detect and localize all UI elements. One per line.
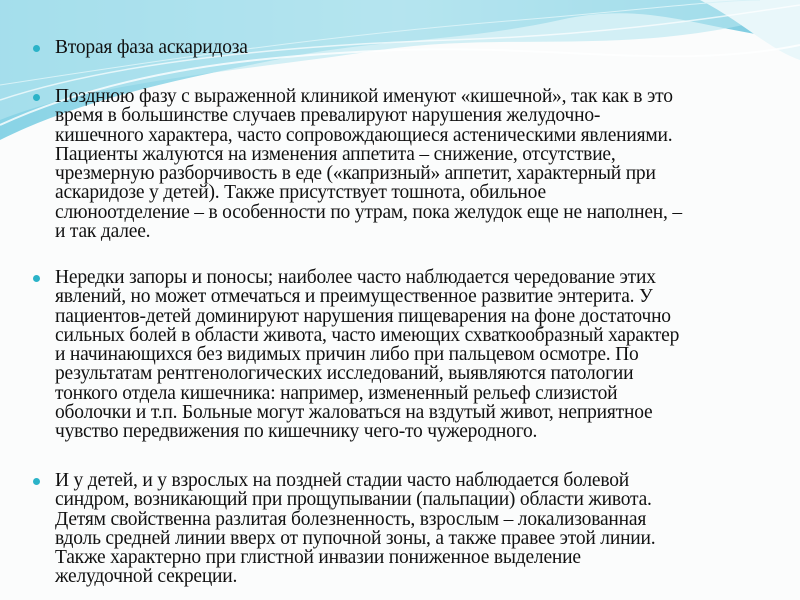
bullet-text-line: и начинающихся без видимых причин либо при пальцевом осмотре. По	[55, 344, 639, 366]
bullet-text-line: оболочки и т.п. Больные могут жаловаться на вздутый живот, неприятное	[55, 402, 653, 424]
bullet-item	[55, 471, 655, 587]
bullet-text-line: и так далее.	[55, 221, 151, 243]
bullet-text-line: Также характерно при глистной инвазии пониженное выделение	[55, 547, 581, 569]
bullet-text-line: Вторая фаза аскаридоза	[55, 37, 248, 58]
bullet-text-line: Позднюю фазу с выраженной клиникой именуют «кишечной», так как в это	[55, 86, 673, 107]
bullet-text-line: явлений, но может отмечаться и преимущественное развитие энтерита. У	[55, 286, 653, 308]
bullet-item	[55, 87, 682, 241]
bullet-text-line: кишечного характера, часто сопровождающиеся астеническими явлениями.	[55, 124, 673, 146]
bullet-text-line: Детям свойственна разлитая болезненность, взрослым – локализованная	[55, 508, 647, 530]
bullet-text-line: Пациенты жалуются на изменения аппетита – снижение, отсутствие,	[55, 143, 616, 165]
bullet-text-line: время в большинстве случаев превалируют нарушения желудочно-	[55, 105, 601, 127]
bullet-text-line: результатам рентгенологических исследований, выявляются патологии	[55, 363, 634, 385]
bullet-dot-icon	[33, 478, 40, 485]
bullet-text-line: синдром, возникающий при прощупывании (пальпации) области живота.	[55, 489, 652, 511]
bullet-text-line: чувство передвижения по кишечнику чего-то чужеродного.	[55, 421, 538, 443]
bullet-text-line: сильных болей в области живота, часто имеющих схваткообразный характер	[55, 324, 680, 346]
bullet-dot-icon	[33, 94, 40, 101]
bullet-item	[55, 38, 248, 57]
bullet-text-line: И у детей, и у взрослых на поздней стадии часто наблюдается болевой	[55, 470, 630, 491]
bullet-text-line: слюноотделение – в особенности по утрам, пока желудок еще не наполнен, –	[55, 201, 682, 223]
bullet-text-line: Нередки запоры и поносы; наиболее часто наблюдается чередование этих	[55, 267, 656, 288]
bullet-text-line: вдоль средней линии вверх от пупочной зоны, а также правее этой линии.	[55, 527, 656, 549]
bullet-text-line: чрезмерную разборчивость в еде («капризный» аппетит, характерный при	[55, 163, 656, 185]
bullet-text-line: пациентов-детей доминируют нарушения пищеварения на фоне достаточно	[55, 305, 671, 327]
bullet-text-line: аскаридозе у детей). Также присутствует тошнота, обильное	[55, 182, 546, 204]
bullet-text-line: тонкого отдела кишечника: например, измененный рельеф слизистой	[55, 382, 618, 404]
bullet-item	[55, 268, 679, 442]
bullet-dot-icon	[33, 45, 40, 52]
bullet-dot-icon	[33, 275, 40, 282]
bullet-text-line: желудочной секреции.	[55, 566, 238, 588]
